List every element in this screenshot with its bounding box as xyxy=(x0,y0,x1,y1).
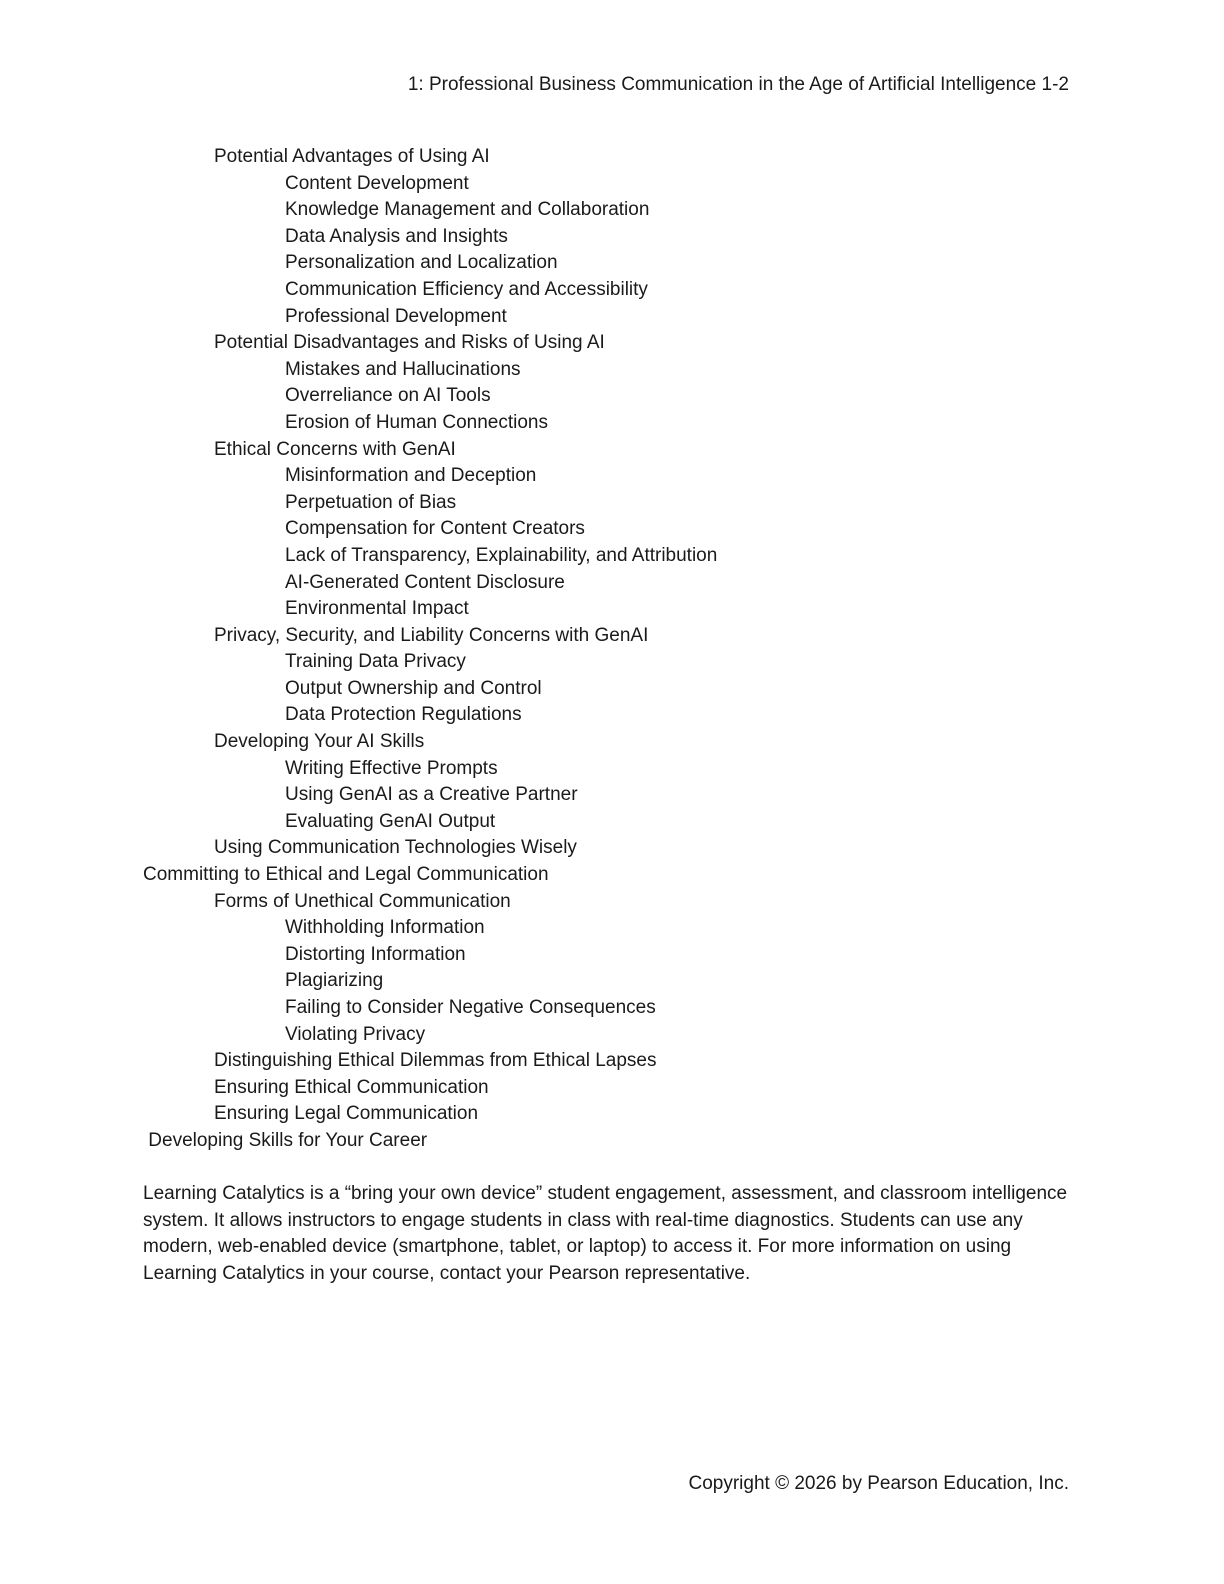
learning-catalytics-paragraph: Learning Catalytics is a “bring your own device” student engagement, assessment, and classroom intelligence system. It allows instructors to engage students in class with real-time diagnostics. Students can use any modern, web-enabled device (smartphone, tablet, or laptop) to access it. For more information on using Learning Catalytics in your course, contact your Pearson representative. xyxy=(143,1183,1068,1284)
outline-item: Erosion of Human Connections xyxy=(285,411,548,433)
outline-item: Personalization and Localization xyxy=(285,252,558,274)
outline-item: Communication Efficiency and Accessibility xyxy=(285,278,648,300)
outline-item: Evaluating GenAI Output xyxy=(285,810,496,832)
outline-item: Ensuring Legal Communication xyxy=(214,1103,479,1125)
outline-item: Privacy, Security, and Liability Concerns with GenAI xyxy=(214,624,649,646)
outline-item: Withholding Information xyxy=(285,917,485,939)
outline-item: Ethical Concerns with GenAI xyxy=(214,438,456,460)
outline-item: Potential Advantages of Using AI xyxy=(214,146,490,167)
outline-item: Using GenAI as a Creative Partner xyxy=(285,784,578,806)
running-header: 1: Professional Business Communication in the Age of Artificial Intelligence 1-2 xyxy=(407,74,1069,95)
outline-item: Distinguishing Ethical Dilemmas from Ethical Lapses xyxy=(214,1050,657,1072)
outline-item: Plagiarizing xyxy=(285,970,384,992)
outline-item: Forms of Unethical Communication xyxy=(214,890,511,912)
outline-item: Output Ownership and Control xyxy=(285,677,542,699)
outline-item: Potential Disadvantages and Risks of Using AI xyxy=(214,332,605,354)
chapter-outline xyxy=(0,144,1224,1155)
outline-item: Ensuring Ethical Communication xyxy=(214,1076,489,1098)
outline-item: Professional Development xyxy=(285,305,507,327)
outline-item: Data Protection Regulations xyxy=(285,704,522,726)
outline-item: Distorting Information xyxy=(285,943,466,965)
outline-item: Compensation for Content Creators xyxy=(285,518,585,540)
outline-item: Content Development xyxy=(285,172,469,194)
outline-item: Lack of Transparency, Explainability, and Attribution xyxy=(285,544,718,566)
outline-item: Misinformation and Deception xyxy=(285,465,537,487)
copyright-footer: Copyright © 2026 by Pearson Education, Inc. xyxy=(688,1473,1069,1494)
outline-item: Violating Privacy xyxy=(285,1023,426,1045)
outline-item: Perpetuation of Bias xyxy=(285,491,457,513)
outline-item: Knowledge Management and Collaboration xyxy=(285,199,650,221)
outline-item: Writing Effective Prompts xyxy=(285,757,498,779)
outline-item: Developing Your AI Skills xyxy=(214,731,425,753)
outline-item: Environmental Impact xyxy=(285,598,469,620)
outline-item: Overreliance on AI Tools xyxy=(285,385,491,407)
outline-item: Using Communication Technologies Wisely xyxy=(214,837,577,859)
outline-item: Training Data Privacy xyxy=(285,651,466,673)
outline-item: AI-Generated Content Disclosure xyxy=(285,571,565,593)
outline-item: Mistakes and Hallucinations xyxy=(285,358,521,380)
outline-item: Developing Skills for Your Career xyxy=(143,1129,428,1151)
outline-item: Failing to Consider Negative Consequences xyxy=(285,997,656,1018)
outline-item: Data Analysis and Insights xyxy=(285,225,508,247)
outline-item: Committing to Ethical and Legal Communication xyxy=(143,864,549,886)
